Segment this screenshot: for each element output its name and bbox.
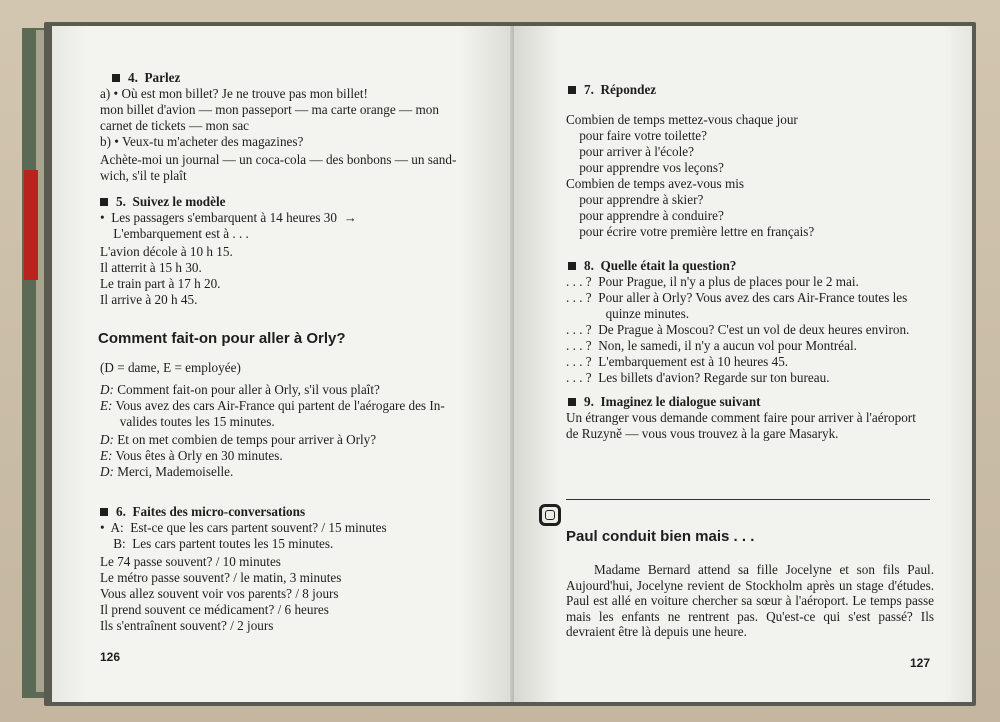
exercise-7-line: pour apprendre à skier? <box>566 192 704 207</box>
exercise-8-line: quinze minutes. <box>566 306 690 321</box>
section-title: Paul conduit bien mais . . . <box>566 528 755 545</box>
exercise-8-line: . . . ? Non, le samedi, il n'y a aucun vol pour Montréal. <box>566 338 857 353</box>
dialogue-legend: (D = dame, E = employée) <box>100 360 241 375</box>
section-paragraph: Madame Bernard attend sa fille Jocelyne et son fils Paul. Aujourd'hui, Jocelyne revient de Stockholm après un stage d'études. Paul est allé en voiture chercher sa sœur à l'aéroport. Le temps passe mais les enfants ne rentrent pas. Qu'est-ce qui s'est passé? Ils devraient être là depuis une heure. <box>566 562 934 640</box>
open-book <box>44 22 976 706</box>
dialogue-title: Comment fait-on pour aller à Orly? <box>98 330 346 347</box>
section-divider <box>566 499 930 500</box>
exercise-4-line: carnet de tickets — mon sac <box>100 118 250 133</box>
exercise-8-line: . . . ? De Prague à Moscou? C'est un vol de deux heures environ. <box>566 322 910 337</box>
exercise-4-title: 4. Parlez <box>112 70 180 85</box>
exercise-8-title: 8. Quelle était la question? <box>568 258 736 273</box>
exercise-4-line: wich, s'il te plaît <box>100 168 187 183</box>
left-page <box>52 26 514 702</box>
square-bullet-icon <box>100 198 108 206</box>
exercise-4-line: b) • Veux-tu m'acheter des magazines? <box>100 134 304 149</box>
dialogue-line: valides toutes les 15 minutes. <box>100 414 275 429</box>
exercise-8-line: . . . ? L'embarquement est à 10 heures 45. <box>566 354 789 369</box>
exercise-7-line: pour apprendre vos leçons? <box>566 160 724 175</box>
d-box-icon <box>539 504 561 526</box>
bookmark-ribbon <box>24 170 38 280</box>
exercise-6-line: Le 74 passe souvent? / 10 minutes <box>100 554 281 569</box>
exercise-6-title: 6. Faites des micro-conversations <box>100 504 305 519</box>
exercise-7-line: pour écrire votre première lettre en français? <box>566 224 815 239</box>
exercise-5-title: 5. Suivez le modèle <box>100 194 226 209</box>
exercise-5-line: Il arrive à 20 h 45. <box>100 292 198 307</box>
exercise-9-title: 9. Imaginez le dialogue suivant <box>568 394 761 409</box>
exercise-8-line: . . . ? Les billets d'avion? Regarde sur ton bureau. <box>566 370 830 385</box>
square-bullet-icon <box>100 508 108 516</box>
exercise-7-line: Combien de temps mettez-vous chaque jour <box>566 112 798 127</box>
square-bullet-icon <box>568 262 576 270</box>
exercise-6-line: Vous allez souvent voir vos parents? / 8 jours <box>100 586 339 601</box>
exercise-7-line: Combien de temps avez-vous mis <box>566 176 744 191</box>
exercise-9-line: Un étranger vous demande comment faire pour arriver à l'aéroport <box>566 410 916 425</box>
exercise-6-line: B: Les cars partent toutes les 15 minutes. <box>100 536 334 551</box>
dialogue-line: D: Merci, Mademoiselle. <box>100 464 234 479</box>
exercise-5-line: Le train part à 17 h 20. <box>100 276 221 291</box>
exercise-6-line: Le métro passe souvent? / le matin, 3 minutes <box>100 570 342 585</box>
exercise-9-line: de Ruzyně — vous vous trouvez à la gare Masaryk. <box>566 426 839 441</box>
exercise-5-line: • Les passagers s'embarquent à 14 heures 30 → <box>100 210 357 225</box>
dialogue-line: E: Vous avez des cars Air-France qui partent de l'aérogare des In- <box>100 398 445 413</box>
exercise-7-line: pour faire votre toilette? <box>566 128 707 143</box>
exercise-6-line: Il prend souvent ce médicament? / 6 heures <box>100 602 329 617</box>
page-number: 126 <box>100 650 121 664</box>
exercise-5-line: L'avion décole à 10 h 15. <box>100 244 233 259</box>
right-page <box>514 26 972 702</box>
exercise-8-line: . . . ? Pour Prague, il n'y a plus de places pour le 2 mai. <box>566 274 859 289</box>
square-bullet-icon <box>568 398 576 406</box>
exercise-6-line: • A: Est-ce que les cars partent souvent? / 15 minutes <box>100 520 387 535</box>
exercise-5-line: Il atterrit à 15 h 30. <box>100 260 202 275</box>
dialogue-line: D: Comment fait-on pour aller à Orly, s'il vous plaît? <box>100 382 380 397</box>
exercise-6-line: Ils s'entraînent souvent? / 2 jours <box>100 618 274 633</box>
exercise-4-line: a) • Où est mon billet? Je ne trouve pas mon billet! <box>100 86 368 101</box>
exercise-4-line: Achète-moi un journal — un coca-cola — des bonbons — un sand- <box>100 152 457 167</box>
exercise-7-line: pour apprendre à conduire? <box>566 208 724 223</box>
exercise-7-line: pour arriver à l'école? <box>566 144 694 159</box>
dialogue-line: E: Vous êtes à Orly en 30 minutes. <box>100 448 283 463</box>
square-bullet-icon <box>568 86 576 94</box>
exercise-4-line: mon billet d'avion — mon passeport — ma carte orange — mon <box>100 102 439 117</box>
square-bullet-icon <box>112 74 120 82</box>
dialogue-line: D: Et on met combien de temps pour arriver à Orly? <box>100 432 377 447</box>
exercise-8-line: . . . ? Pour aller à Orly? Vous avez des cars Air-France toutes les <box>566 290 908 305</box>
exercise-7-title: 7. Répondez <box>568 82 656 97</box>
exercise-5-line: L'embarquement est à . . . <box>100 226 249 241</box>
page-number: 127 <box>910 656 931 670</box>
